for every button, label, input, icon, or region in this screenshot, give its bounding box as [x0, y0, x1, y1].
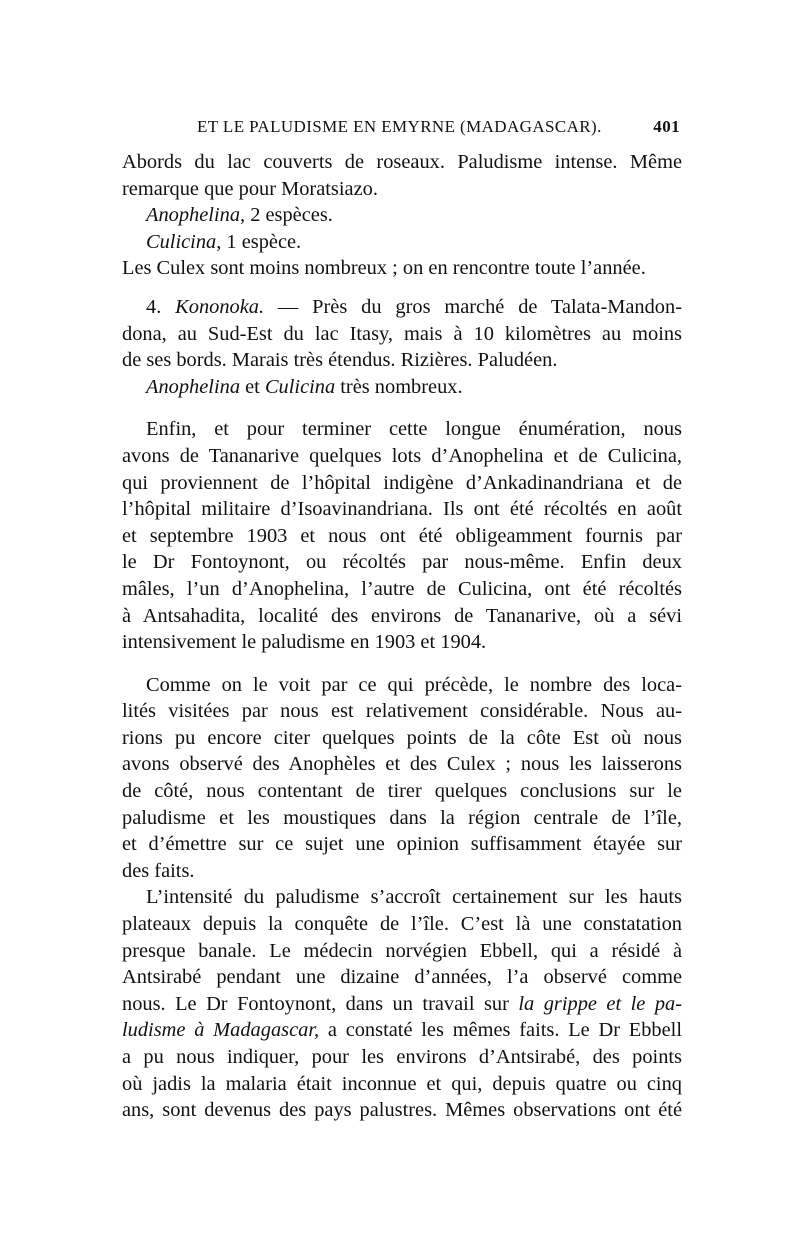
- paragraph-gap: [122, 400, 682, 416]
- text-line: rions pu encore citer quelques points de la côte Est où nous: [122, 726, 682, 749]
- paragraph-gap: [122, 282, 682, 294]
- text-line: l’hôpital militaire d’Isoavinandriana. Ils ont été récoltés en août: [122, 498, 682, 521]
- text-line: Anophelina et Culicina très nombreux.: [146, 375, 463, 398]
- text-line: où jadis la malaria était inconnue et qui, depuis quatre ou cinq: [122, 1072, 682, 1095]
- text-line: qui proviennent de l’hôpital indigène d’Ankadinandriana et de: [122, 471, 682, 494]
- text-line: et septembre 1903 et nous ont été obligeamment fournis par: [122, 524, 682, 547]
- text-line: et d’émettre sur ce sujet une opinion suffisamment étayée sur: [122, 833, 682, 856]
- genus-name: Anophelina: [146, 204, 241, 227]
- text-line: L’intensité du paludisme s’accroît certainement sur les hauts: [146, 886, 682, 909]
- text-line: mâles, l’un d’Anophelina, l’autre de Culicina, ont été récoltés: [122, 577, 682, 600]
- place-name: Kononoka.: [175, 295, 265, 318]
- text-line: nous. Le Dr Fontoynont, dans un travail sur la grippe et le pa-: [122, 992, 682, 1015]
- text-line: Antsirabé pendant une dizaine d’années, l’a observé comme: [122, 966, 682, 989]
- text-body: [122, 149, 682, 1124]
- paragraph-2: [122, 294, 682, 400]
- text-line: le Dr Fontoynont, ou récoltés par nous-même. Enfin deux: [122, 551, 682, 574]
- text-line: presque banale. Le médecin norvégien Ebbell, qui a résidé à: [122, 939, 682, 962]
- text-line: ludisme à Madagascar, a constaté les mêmes faits. Le Dr Ebbell: [122, 1019, 682, 1042]
- item-number: 4.: [146, 295, 162, 318]
- text-line: à Antsahadita, localité des environs de Tananarive, où a sévi: [122, 604, 682, 627]
- work-title: ludisme à Madagascar,: [122, 1019, 320, 1042]
- paragraph-4: [122, 672, 682, 885]
- species-count: , 2 espèces.: [240, 204, 333, 227]
- text-line: lités visitées par nous est relativement considérable. Nous au-: [122, 700, 682, 723]
- paragraph-gap: [122, 656, 682, 672]
- text-line: ans, sont devenus des pays palustres. Mêmes observations ont été: [122, 1099, 682, 1122]
- work-title: la grippe et le pa-: [518, 992, 682, 1015]
- text-line: a pu nous indiquer, pour les environs d’Antsirabé, des points: [122, 1046, 682, 1068]
- text-line: plateaux depuis la conquête de l’île. C’est là une constatation: [122, 913, 682, 936]
- text-line: paludisme et les moustiques dans la région centrale de l’île,: [122, 806, 682, 829]
- text-line: Enfin, et pour terminer cette longue énumération, nous: [146, 418, 682, 441]
- text-line: avons observé des Anophèles et des Culex ; nous les laisserons: [122, 753, 682, 776]
- text-line: [122, 202, 682, 229]
- text-line: Abords du lac couverts de roseaux. Paludisme intense. Même: [122, 151, 682, 173]
- text-line: 4. Kononoka. — Près du gros marché de Talata-Mandon-: [146, 295, 682, 318]
- page-number: 401: [653, 117, 680, 136]
- species-count: , 1 espèce.: [216, 230, 302, 253]
- paragraph-5: [122, 884, 682, 1123]
- genus-name: Culicina: [146, 230, 217, 253]
- text-line: Comme on le voit par ce qui précède, le nombre des loca-: [146, 673, 682, 696]
- paragraph-1: [122, 149, 682, 282]
- genus-name: Anophelina: [146, 375, 241, 398]
- text-line: [122, 229, 682, 256]
- running-header: [122, 117, 680, 141]
- genus-name: Culicina: [264, 375, 336, 398]
- text-line: des faits.: [122, 859, 195, 882]
- text-line: intensivement le paludisme en 1903 et 1904.: [122, 631, 487, 654]
- text-line: de ses bords. Marais très étendus. Rizières. Paludéen.: [122, 349, 558, 372]
- text-line: remarque que pour Moratsiazo.: [122, 177, 378, 200]
- paragraph-3: [122, 416, 682, 655]
- text-line: de côté, nous contentant de tirer quelques conclusions sur le: [122, 780, 682, 803]
- running-title: ET LE PALUDISME EN EMYRNE (MADAGASCAR).: [197, 117, 602, 136]
- text-line: avons de Tananarive quelques lots d’Anophelina et de Culicina,: [122, 444, 682, 467]
- text-line: dona, au Sud-Est du lac Itasy, mais à 10 kilomètres au moins: [122, 322, 682, 345]
- text-line: Les Culex sont moins nombreux ; on en rencontre toute l’année.: [122, 257, 646, 280]
